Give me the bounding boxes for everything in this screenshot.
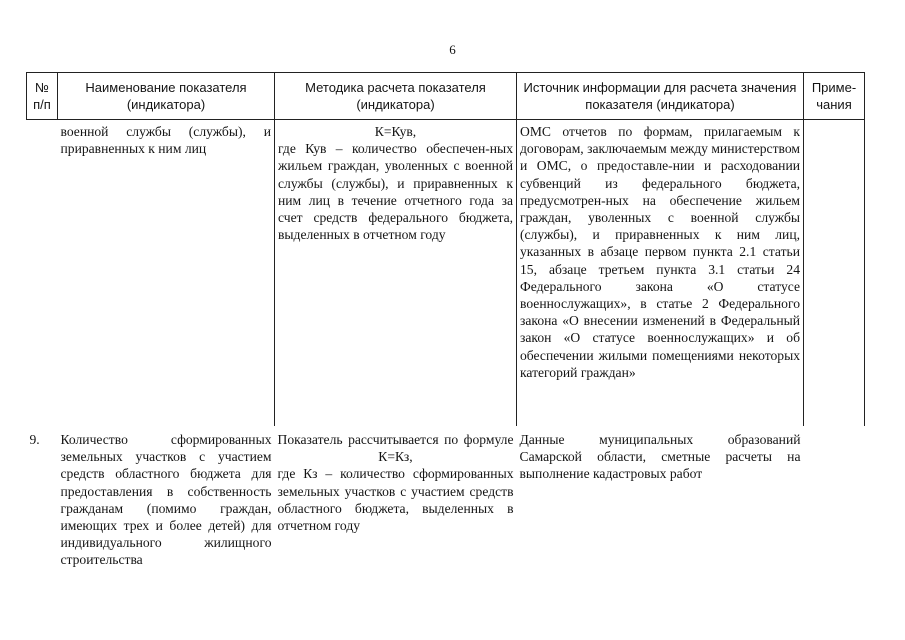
method-formula: К=Кув, [374, 124, 417, 139]
cell-name: военной службы (службы), и приравненных к ним лиц [58, 120, 275, 427]
cell-source: ОМС отчетов по формам, прилагаемым к договорам, заключаемым между министерством и ОМС, о предоставле-нии и расходовании субвенций из федерального бюджета, предусмотрен-ных на обеспечение жильем граждан, уволенных с военной службы (службы), и приравненных к ним лиц, указанных в абзаце первом пункта 2.1 статьи 15, абзаце третьем пункта 3.1 статьи 24 Федерального закона «О статусе военнослужащих», в статье 2 Федерального закона «О внесении изменений в Федеральный закон «О статусе военнослужащих» и об обеспечении жилыми помещениями некоторых категорий граждан» [517, 120, 804, 427]
page-number: 6 [449, 42, 456, 57]
indicators-table [26, 72, 865, 581]
cell-method [275, 120, 517, 427]
cell-source: Данные муниципальных образований Самарской области, сметные расчеты на выполнение кадастровых работ [519, 432, 801, 482]
cell-notes [804, 426, 865, 581]
table-header-row [27, 73, 865, 120]
header-method: Методика расчета показателя (индикатора) [275, 73, 517, 120]
method-text: где Кув – количество обеспечен-ных жильем граждан, уволенных с военной службы (службы), и приравненных к ним лиц в течение отчетного года за счет средств федерального бюджета, выделенных в отчетном году [278, 141, 513, 243]
table-row [27, 120, 865, 427]
header-name: Наименование показателя (индикатора) [58, 73, 275, 120]
header-source: Источник информации для расчета значения показателя (индикатора) [517, 73, 804, 120]
cell-method [275, 426, 517, 581]
header-num: № п/п [27, 73, 58, 120]
table-row [27, 426, 865, 581]
cell-num [27, 120, 58, 427]
cell-notes [804, 120, 865, 427]
cell-num: 9. [29, 432, 40, 447]
method-text: где Кз – количество сформированных земельных участков с участием средств областного бюджета, выделенных в отчетном году [277, 466, 514, 534]
cell-name: Количество сформированных земельных участков с участием средств областного бюджета для предоставления в собственность гражданам (помимо граждан, имеющих трех и более детей) для индивидуального жилищного строительства [60, 432, 272, 568]
header-notes: Приме-чания [804, 73, 865, 120]
method-formula: К=Кз, [378, 449, 413, 465]
method-intro: Показатель рассчитывается по формуле [277, 432, 514, 447]
